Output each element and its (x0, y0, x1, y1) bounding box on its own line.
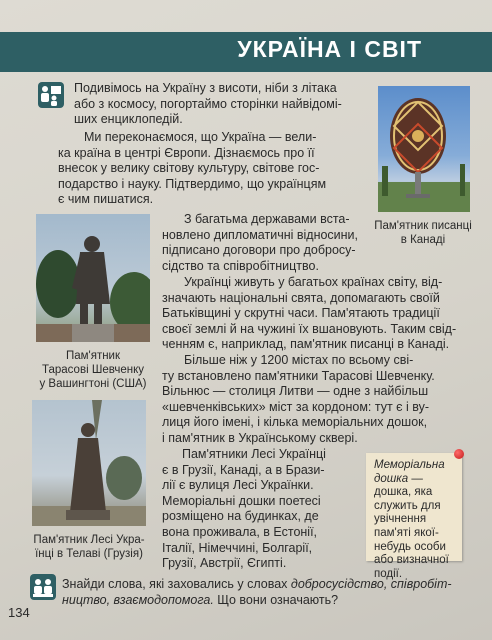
text-line: і пам'ятник в Українському сквері. (162, 430, 358, 445)
text-line: розміщено на будинках, де (162, 509, 319, 524)
text-line: Ми переконаємося, що Україна — вели- (84, 130, 317, 144)
intro-line: Подивімось на Україну з висоти, ніби з літака (74, 81, 337, 95)
page-title: УКРАЇНА І СВІТ (237, 36, 422, 62)
pysanka-caption (368, 219, 478, 247)
text-line: подарство і науку. Підтвердимо, що українцям (58, 176, 327, 191)
paragraph-ukraine-big (58, 130, 368, 208)
text-line: новлено дипломатичні відносини, (162, 227, 359, 242)
text-line: Вільнюс — столиця Литви — одне з найбільш (162, 384, 429, 399)
text-line: підписано договори про добросу- (162, 243, 356, 258)
people-board-icon (38, 82, 64, 108)
paragraph-shevchenko-monuments (162, 353, 468, 447)
task-words: добросусідство, співробіт-ництво, взаємодопомога. (62, 577, 452, 607)
text-line: лії є вулиця Лесі Українки. (162, 478, 314, 493)
text-line: Меморіальні дошки поетесі (162, 493, 321, 508)
task-tail: Що вони означають? (213, 592, 339, 607)
text-line: Українці живуть у багатьох країнах світу, від- (184, 275, 443, 289)
paragraph-diaspora (162, 275, 468, 353)
text-line: вона проживала, в Естонії, (162, 524, 318, 539)
paragraph-lesya-monuments (162, 447, 362, 572)
text-line: Більше ніж у 1200 містах по всьому сві- (184, 353, 414, 367)
caption-line: їнці в Телаві (Грузія) (35, 548, 143, 560)
task-text (62, 577, 462, 608)
text-line: «шевченківських» міст за кордоном: тут є і ву- (162, 399, 430, 414)
lesya-caption (24, 533, 154, 561)
note-definition: — дошка, яка служить для увічнення пам'яті якої-небудь особи або визначної події. (374, 472, 449, 580)
shevchenko-caption (28, 349, 158, 391)
group-task-icon (30, 574, 56, 600)
pysanka-monument-photo (378, 86, 470, 212)
paragraph-diplomacy (162, 212, 368, 274)
text-line: Пам'ятники Лесі Українці (182, 447, 326, 461)
definition-note (366, 453, 462, 580)
shevchenko-monument-photo (36, 214, 150, 342)
text-line: сідство та співробітництво. (162, 258, 319, 273)
text-line: своєї землі й на чужині їх вшановують. Таким свід- (162, 321, 457, 336)
page-number: 134 (8, 605, 30, 620)
note-term: Меморіальна дошка (374, 459, 445, 485)
caption-line: у Вашингтоні (США) (39, 378, 147, 390)
caption-line: Пам'ятник писанці (374, 220, 472, 232)
caption-line: Пам'ятник (65, 350, 121, 362)
caption-line: в Канаді (400, 234, 446, 246)
intro-text (74, 81, 368, 128)
pysanka-illustration (378, 86, 470, 212)
text-line: значають національні свята, допомагають своїй (162, 290, 440, 305)
text-line: лиця його імені, і кілька меморіальних дошок, (162, 415, 428, 430)
lesya-monument-photo (32, 400, 146, 526)
text-line: є в Грузії, Канаді, а в Брази- (162, 462, 325, 477)
intro-line: або з космосу, погортаймо сторінки найвідомі- (74, 96, 342, 111)
caption-line: Тарасові Шевченку (41, 364, 144, 376)
lesya-illustration (32, 400, 146, 526)
caption-line: Пам'ятник Лесі Укра- (33, 534, 145, 546)
intro-line: ших енциклопедій. (74, 112, 183, 127)
text-line: внесок у велику світову культуру, світове гос- (58, 161, 320, 176)
text-line: ка країна в центрі Європи. Дізнаємось про її (58, 145, 315, 160)
text-line: ченням є, наприклад, пам'ятник писанці в Канаді. (162, 337, 450, 352)
text-line: З багатьма державами вста- (184, 212, 350, 226)
text-line: є чим пишатися. (58, 192, 154, 207)
task-lead: Знайди слова, які заховались у словах (62, 577, 291, 591)
text-line: Італії, Німеччині, Болгарії, (162, 540, 313, 555)
shevchenko-illustration (36, 214, 150, 342)
text-line: Грузії, Австрії, Єгипті. (162, 556, 287, 571)
text-line: Батьківщині у скрутні часи. Пам'ятають традиції (162, 306, 440, 321)
text-line: ту встановлено пам'ятники Тарасові Шевченку. (162, 368, 435, 383)
pushpin-icon (454, 449, 464, 459)
